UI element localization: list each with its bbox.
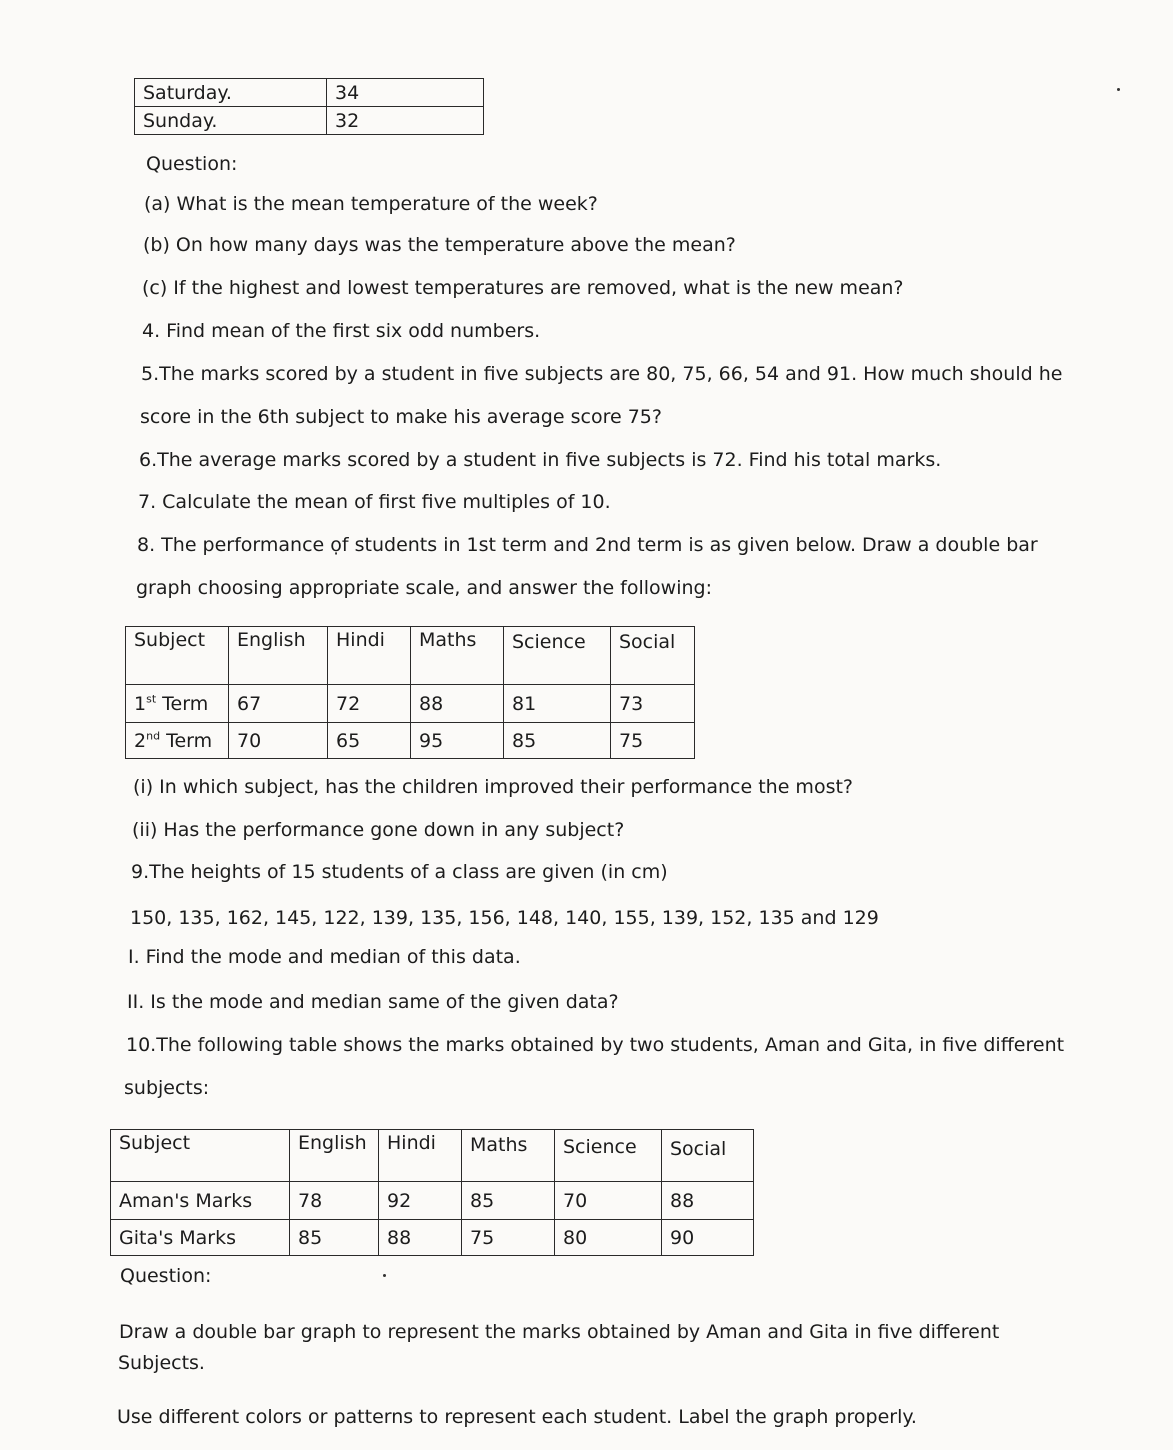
- header-cell: Maths: [462, 1130, 555, 1182]
- value-cell: 80: [555, 1220, 662, 1256]
- question-10-heading: Question:: [120, 1265, 212, 1287]
- question-8-part-i: (i) In which subject, has the children improved their performance the most?: [133, 776, 853, 798]
- header-cell: English: [229, 627, 328, 685]
- term-number: 1: [134, 692, 147, 715]
- question-5-line1: 5.The marks scored by a student in five subjects are 80, 75, 66, 54 and 91. How much should he: [141, 363, 1063, 385]
- header-cell: Science: [555, 1130, 662, 1182]
- question-9-part-I: I. Find the mode and median of this data.: [128, 946, 521, 968]
- header-cell: Subject: [111, 1130, 290, 1182]
- stray-mark: [383, 1274, 386, 1277]
- table-row: [135, 107, 484, 135]
- header-cell: Social: [662, 1130, 754, 1182]
- term-word: Term: [160, 729, 213, 752]
- stray-mark: [1117, 88, 1120, 91]
- header-cell: Subject: [126, 627, 229, 685]
- term-number: 2: [134, 729, 147, 752]
- term-ordinal: nd: [146, 729, 161, 743]
- header-cell: Social: [611, 627, 695, 685]
- value-cell: 88: [411, 685, 504, 723]
- table-row: [111, 1220, 754, 1256]
- question-5-line2: score in the 6th subject to make his average score 75?: [140, 406, 662, 428]
- value-cell: 85: [504, 723, 611, 759]
- header-cell: Hindi: [379, 1130, 462, 1182]
- value-cell: 70: [229, 723, 328, 759]
- value-cell: 88: [662, 1182, 754, 1220]
- value-cell: 90: [662, 1220, 754, 1256]
- value-cell: 88: [379, 1220, 462, 1256]
- value-cell: 75: [611, 723, 695, 759]
- temperature-table: [134, 78, 484, 135]
- term-performance-table: [125, 626, 695, 759]
- question-7: 7. Calculate the mean of first five multiples of 10.: [138, 491, 611, 513]
- day-cell: Sunday.: [135, 107, 327, 135]
- student-label-cell: Gita's Marks: [111, 1220, 290, 1256]
- temp-cell: 34: [327, 79, 484, 107]
- value-cell: 70: [555, 1182, 662, 1220]
- question-8-part-ii: (ii) Has the performance gone down in any subject?: [132, 819, 625, 841]
- question-9-line1: 9.The heights of 15 students of a class are given (in cm): [131, 861, 668, 883]
- question-9-part-II: II. Is the mode and median same of the given data?: [127, 991, 619, 1013]
- student-label-cell: Aman's Marks: [111, 1182, 290, 1220]
- question-10-line1: 10.The following table shows the marks obtained by two students, Aman and Gita, in five different: [126, 1034, 1065, 1056]
- header-cell: Maths: [411, 627, 504, 685]
- value-cell: 65: [328, 723, 411, 759]
- question-10-instruction-1: Draw a double bar graph to represent the marks obtained by Aman and Gita in five different: [119, 1321, 1000, 1343]
- q3-part-a: (a) What is the mean temperature of the week?: [144, 193, 598, 215]
- value-cell: 81: [504, 685, 611, 723]
- table-row: [135, 79, 484, 107]
- header-cell: Science: [504, 627, 611, 685]
- temp-cell: 32: [327, 107, 484, 135]
- value-cell: 67: [229, 685, 328, 723]
- header-cell: English: [290, 1130, 379, 1182]
- value-cell: 78: [290, 1182, 379, 1220]
- value-cell: 85: [462, 1182, 555, 1220]
- q3-part-c: (c) If the highest and lowest temperatures are removed, what is the new mean?: [142, 277, 904, 299]
- term-label-cell: [126, 723, 229, 759]
- q3-part-b: (b) On how many days was the temperature above the mean?: [143, 234, 736, 256]
- table-row: [111, 1182, 754, 1220]
- table-row: [126, 723, 695, 759]
- term-ordinal: st: [146, 692, 157, 706]
- table-header-row: [126, 627, 695, 685]
- question-6: 6.The average marks scored by a student in five subjects is 72. Find his total marks.: [139, 449, 942, 471]
- q3-heading: Question:: [146, 153, 238, 175]
- question-8-line1: 8. The performance ọf students in 1st term and 2nd term is as given below. Draw a double bar: [137, 534, 1038, 556]
- question-10-instruction-3: Use different colors or patterns to represent each student. Label the graph properly.: [117, 1406, 917, 1428]
- term-word: Term: [156, 692, 209, 715]
- table-header-row: [111, 1130, 754, 1182]
- question-8-line2: graph choosing appropriate scale, and answer the following:: [136, 577, 712, 599]
- value-cell: 75: [462, 1220, 555, 1256]
- value-cell: 72: [328, 685, 411, 723]
- header-cell: Hindi: [328, 627, 411, 685]
- value-cell: 85: [290, 1220, 379, 1256]
- term-label-cell: [126, 685, 229, 723]
- question-4: 4. Find mean of the first six odd numbers.: [142, 320, 541, 342]
- value-cell: 92: [379, 1182, 462, 1220]
- table-row: [126, 685, 695, 723]
- question-10-line2: subjects:: [124, 1077, 210, 1099]
- question-10-instruction-2: Subjects.: [118, 1352, 205, 1374]
- question-9-data: 150, 135, 162, 145, 122, 139, 135, 156, 148, 140, 155, 139, 152, 135 and 129: [130, 907, 879, 929]
- value-cell: 73: [611, 685, 695, 723]
- student-marks-table: [110, 1129, 754, 1256]
- day-cell: Saturday.: [135, 79, 327, 107]
- value-cell: 95: [411, 723, 504, 759]
